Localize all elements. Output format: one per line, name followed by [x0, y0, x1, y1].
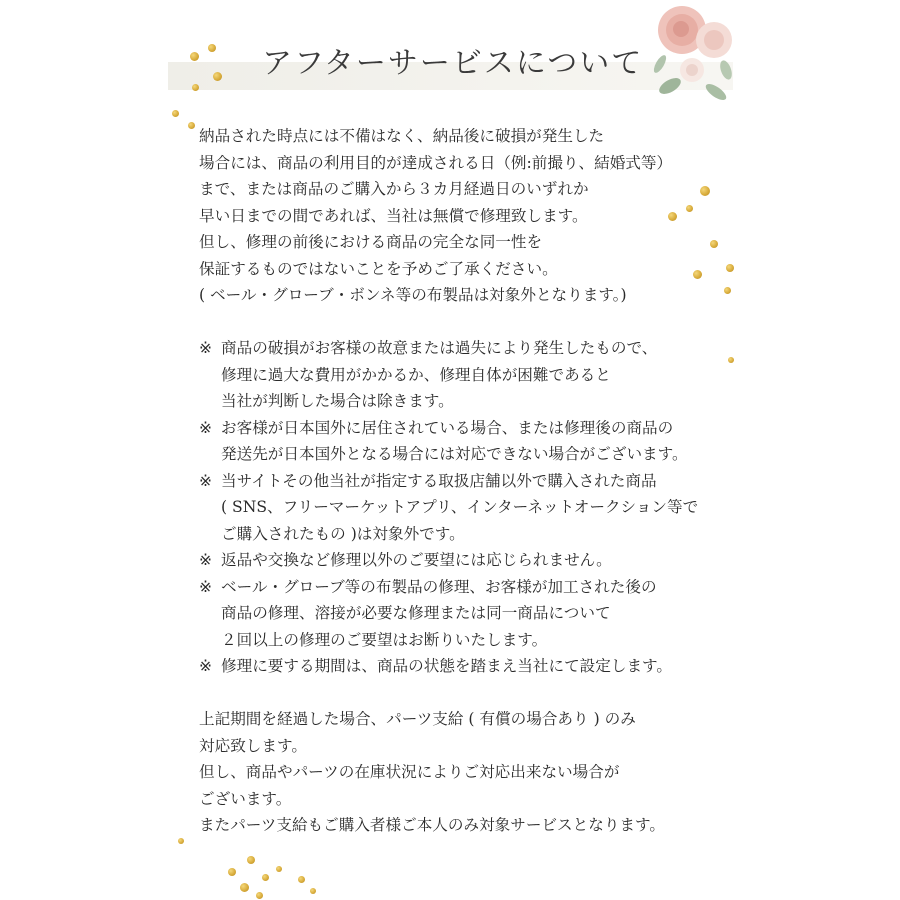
text-line: 上記期間を経過した場合、パーツ支給 ( 有償の場合あり ) のみ	[199, 710, 636, 728]
gold-dot	[192, 84, 199, 91]
note-mark: ※	[199, 471, 213, 490]
note-line: お客様が日本国外に居住されている場合、または修理後の商品の	[221, 418, 674, 437]
gold-dot	[724, 287, 731, 294]
gold-dot	[188, 122, 195, 129]
note-text	[221, 547, 612, 574]
gold-dot	[172, 110, 179, 117]
note-line: 当サイトその他当社が指定する取扱店舗以外で購入された商品	[221, 471, 657, 490]
gold-dot	[228, 868, 236, 876]
notes-list	[199, 335, 739, 680]
rose-bouquet-icon	[648, 0, 736, 104]
note-item	[199, 653, 739, 680]
gold-dot	[726, 264, 734, 272]
paragraph-warranty	[199, 123, 739, 309]
text-line: ( ベール・グローブ・ボンネ等の布製品は対象外となります。)	[199, 286, 627, 304]
paragraph-parts	[199, 706, 739, 839]
note-line: 当社が判断した場合は除きます。	[221, 392, 454, 410]
note-line: 修理に要する期間は、商品の状態を踏まえ当社にて設定します。	[221, 657, 672, 675]
text-line: 但し、商品やパーツの在庫状況によりご対応出来ない場合が	[199, 763, 620, 781]
note-mark: ※	[199, 339, 213, 357]
note-text	[221, 415, 688, 468]
text-line: 保証するものではないことを予めご了承ください。	[199, 259, 558, 278]
note-mark: ※	[199, 418, 213, 437]
page-title: アフターサービスについて	[262, 46, 644, 81]
gold-dot	[700, 186, 710, 196]
gold-dot	[247, 856, 255, 864]
note-item	[199, 547, 739, 574]
gold-dot	[298, 876, 305, 883]
note-line: 商品の破損がお客様の故意または過失により発生したもので、	[221, 339, 658, 357]
text-line: 場合には、商品の利用目的が達成される日（例:前撮り、結婚式等）	[199, 153, 673, 172]
note-line: 商品の修理、溶接が必要な修理または同一商品について	[221, 604, 611, 622]
gold-dot	[686, 205, 693, 212]
gold-dot	[693, 270, 702, 279]
body-text	[199, 123, 739, 839]
text-line: またパーツ支給もご購入者様ご本人のみ対象サービスとなります。	[199, 816, 665, 834]
note-line: 発送先が日本国外となる場合には対応できない場合がございます。	[221, 445, 688, 463]
note-line: 修理に過大な費用がかかるか、修理自体が困難であると	[221, 365, 611, 384]
note-line: ご購入されたもの )は対象外です。	[221, 524, 465, 543]
text-line: 納品された時点には不備はなく、納品後に破損が発生した	[199, 127, 605, 145]
gold-dot	[710, 240, 718, 248]
note-text	[221, 335, 657, 415]
note-text	[221, 468, 698, 548]
gold-dot	[310, 888, 316, 894]
text-line: まで、または商品のご購入から３カ月経過日のいずれか	[199, 180, 589, 198]
note-text	[221, 574, 657, 654]
note-line: ( SNS、フリーマーケットアプリ、インターネットオークション等で	[221, 498, 699, 516]
note-line: 返品や交換など修理以外のご要望には応じられません。	[221, 551, 612, 569]
note-mark: ※	[199, 657, 213, 675]
gold-dot	[276, 866, 282, 872]
text-line: 早い日までの間であれば、当社は無償で修理致します。	[199, 206, 588, 225]
gold-dot	[728, 357, 734, 363]
note-mark: ※	[199, 551, 213, 569]
note-item	[199, 415, 739, 468]
note-mark: ※	[199, 577, 213, 596]
note-line: ベール・グローブ等の布製品の修理、お客様が加工された後の	[221, 577, 657, 596]
note-text	[221, 653, 672, 680]
note-item	[199, 468, 739, 548]
gold-dot	[262, 874, 269, 881]
gold-dot	[240, 883, 249, 892]
gold-dot	[256, 892, 263, 899]
text-line: 対応致します。	[199, 736, 307, 755]
note-line: ２回以上の修理のご要望はお断りいたします。	[221, 630, 548, 649]
text-line: 但し、修理の前後における商品の完全な同一性を	[199, 233, 543, 251]
gold-dot	[213, 72, 222, 81]
gold-dot	[190, 52, 199, 61]
note-item	[199, 574, 739, 654]
text-line: ございます。	[199, 789, 292, 808]
gold-dot	[668, 212, 677, 221]
note-item	[199, 335, 739, 415]
gold-dot	[208, 44, 216, 52]
gold-dot	[178, 838, 184, 844]
